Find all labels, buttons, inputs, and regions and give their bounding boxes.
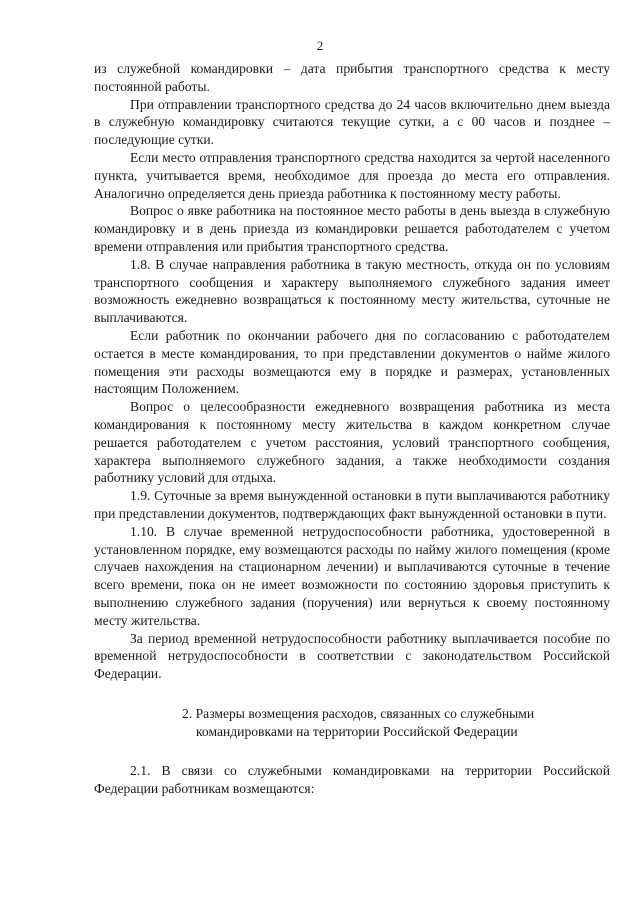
spacer — [94, 740, 610, 762]
paragraph: Вопрос о целесообразности ежедневного возвращения работника из места командирования к постоянному месту жительства в каждом конкретном случае решается работодателем с учетом расстояния, условий транспортного сообщения, характера выполняемого служебного задания, а также необходимости создания работнику условий для отдыха. — [94, 399, 610, 486]
paragraph-2-1: 2.1. В связи со служебными командировками на территории Российской Федерации работникам возмещаются: — [94, 763, 610, 797]
paragraph: За период временной нетрудоспособности работнику выплачивается пособие по временной нетрудоспособности в соответствии с законодательством Российской Федерации. — [94, 630, 610, 682]
document-body — [94, 60, 610, 798]
paragraph: При отправлении транспортного средства до 24 часов включительно днем выезда в служебную командировку считаются текущие сутки, а с 00 часов и позднее – последующие сутки. — [94, 96, 610, 148]
paragraph: Если работник по окончании рабочего дня по согласованию с работодателем остается в месте командирования, то при представлении документов о найме жилого помещения эти расходы возмещаются ему в порядке и размерах, установленных настоящим Положением. — [94, 327, 610, 397]
paragraph-1-9: 1.9. Суточные за время вынужденной остановки в пути выплачиваются работнику при представлении документов, подтверждающих факт вынужденной остановки в пути. — [94, 488, 610, 521]
paragraph: из служебной командировки – дата прибытия транспортного средства к месту постоянной работы. — [94, 61, 610, 94]
section-heading — [94, 705, 610, 741]
paragraph: Вопрос о явке работника на постоянное место работы в день выезда в служебную командировку и в день приезда из командировки решается работодателем с учетом времени отправления или прибытия транспортного средства. — [94, 203, 610, 254]
page-number: 2 — [316, 38, 324, 53]
paragraph: Если место отправления транспортного средства находится за чертой населенного пункта, учитывается время, необходимое для проезда до места его отправления. Аналогично определяется день приезда работника к постоянному месту работы. — [94, 149, 610, 201]
section-heading-line-1: 2. Размеры возмещения расходов, связанных со служебными — [182, 705, 535, 721]
paragraph-1-10: 1.10. В случае временной нетрудоспособности работника, удостоверенной в установленном порядке, ему возмещаются расходы по найму жилого помещения (кроме случаев нахождения на стационарном лечении) и выплачиваются суточные в течение всего времени, пока он не имеет возможности по состоянию здоровья приступить к выполнению служебного задания (поручения) или вернуться к своему постоянному месту жительства. — [94, 523, 610, 628]
paragraph-1-8: 1.8. В случае направления работника в такую местность, откуда он по условиям транспортного сообщения и характеру выполняемого служебного задания имеет возможность ежедневно возвращаться к постоянному месту жительства, суточные не выплачиваются. — [94, 256, 610, 326]
section-heading-line-2: командировками на территории Российской Федерации — [196, 723, 518, 739]
